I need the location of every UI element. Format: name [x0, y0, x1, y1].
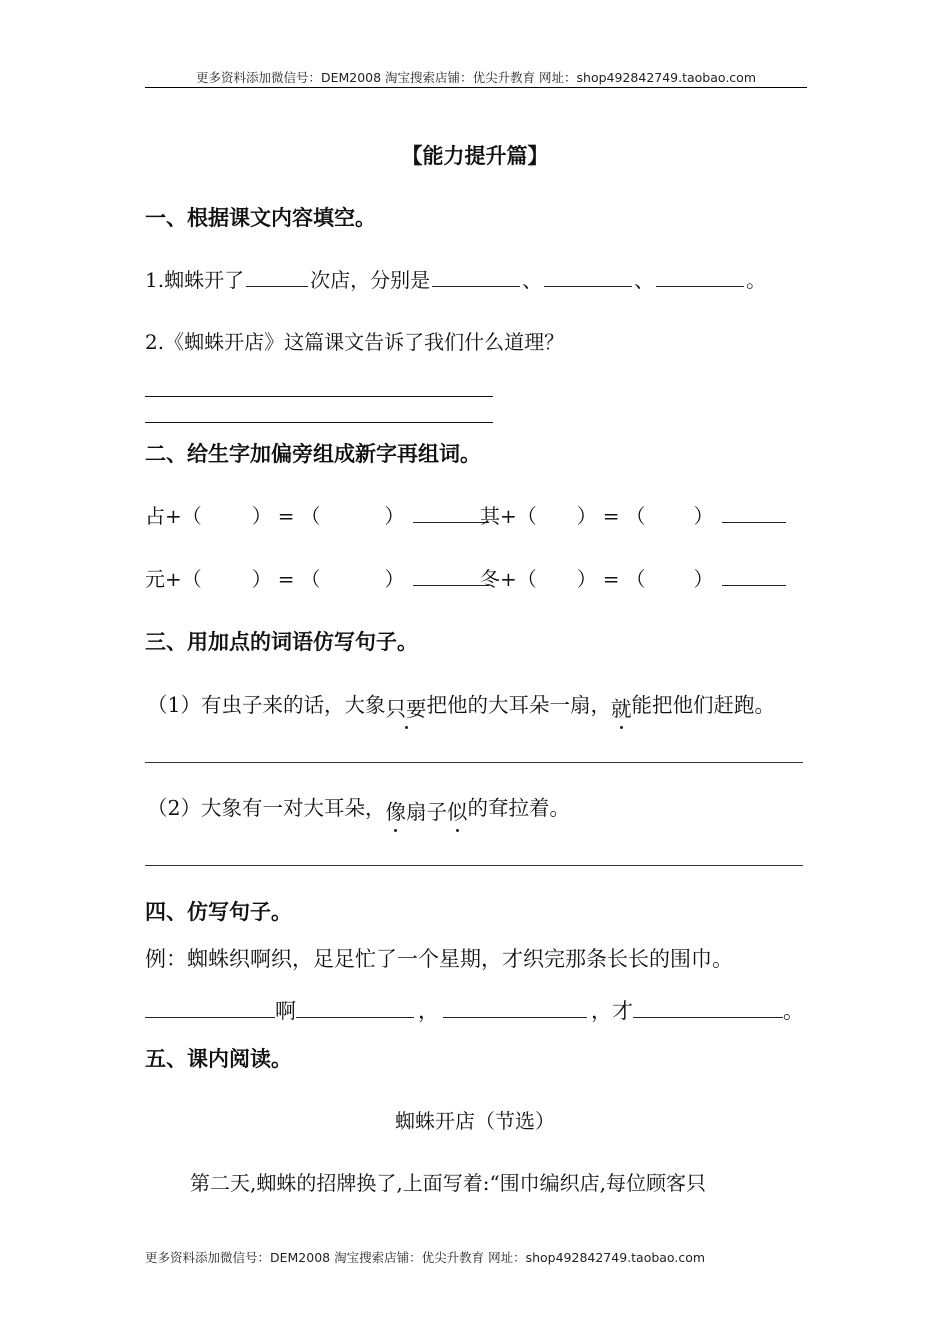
- radical-item: 占+（ ） = （ ）: [145, 500, 491, 529]
- blank-c[interactable]: [443, 1016, 587, 1018]
- sep-2: 、: [634, 268, 655, 292]
- radical-item: 其+（ ） = （ ）: [480, 500, 788, 529]
- imitation-sentence-1: （1）有虫子来的话，大象只要把他的大耳朵一扇，就能把他们赶跑。: [147, 693, 776, 721]
- blank-count[interactable]: [246, 285, 308, 287]
- section-4-heading: 四、仿写句子。: [145, 900, 292, 924]
- page-header: 更多资料添加微信号：DEM2008 淘宝搜索店铺：优尖升教育 网址：shop492842749.taobao.com: [195, 70, 757, 85]
- section-3-heading: 三、用加点的词语仿写句子。: [145, 630, 418, 654]
- word-blank[interactable]: [722, 584, 786, 586]
- section-1-heading: 一、根据课文内容填空。: [145, 206, 376, 230]
- blank-store-2[interactable]: [544, 285, 632, 287]
- page-title: 【能力提升篇】: [401, 144, 549, 168]
- passage-title: 蜘蛛开店（节选）: [395, 1109, 555, 1133]
- dotted-word: 只要: [386, 692, 427, 722]
- dotted-word: 似: [447, 795, 468, 825]
- blank-store-3[interactable]: [656, 285, 744, 287]
- section-2-heading: 二、给生字加偏旁组成新字再组词。: [145, 442, 481, 466]
- answer-line-3[interactable]: [145, 762, 803, 763]
- radical-char: 元+: [145, 567, 182, 591]
- answer-line-2[interactable]: [145, 422, 493, 423]
- radical-char: 占+: [145, 504, 182, 528]
- question-2: 2.《蜘蛛开店》这篇课文告诉了我们什么道理？: [145, 330, 565, 354]
- header-rule: [145, 87, 807, 88]
- passage-text: 第二天,蜘蛛的招牌换了,上面写着:“围巾编织店,每位顾客只: [190, 1171, 707, 1195]
- blank-b[interactable]: [296, 1016, 414, 1018]
- imitation-template: 啊 ， ，才 。: [145, 995, 804, 1025]
- word-blank[interactable]: [722, 521, 786, 523]
- answer-line-4[interactable]: [145, 865, 803, 866]
- answer-line-1[interactable]: [145, 396, 493, 397]
- sep-1: 、: [522, 268, 543, 292]
- blank-a[interactable]: [145, 1016, 275, 1018]
- question-1-mid: 次店，分别是: [310, 268, 431, 292]
- page-footer: 更多资料添加微信号：DEM2008 淘宝搜索店铺：优尖升教育 网址：shop492842749.taobao.com: [145, 1250, 706, 1265]
- imitation-sentence-2: （2）大象有一对大耳朵，像扇子似的耷拉着。: [147, 796, 571, 824]
- example-sentence: 例：蜘蛛织啊织，足足忙了一个星期，才织完那条长长的围巾。: [145, 947, 733, 971]
- radical-item: 冬+（ ） = （ ）: [480, 563, 788, 592]
- blank-store-1[interactable]: [432, 285, 520, 287]
- question-1: [145, 264, 766, 293]
- dotted-word: 像: [386, 795, 407, 825]
- question-1-end: 。: [746, 268, 767, 292]
- radical-char: 冬+: [480, 567, 517, 591]
- question-1-prefix: 1.蜘蛛开了: [145, 268, 245, 292]
- radical-item: 元+（ ） = （ ）: [145, 563, 491, 592]
- radical-char: 其+: [480, 504, 517, 528]
- blank-d[interactable]: [633, 1016, 783, 1018]
- word-blank[interactable]: [413, 521, 489, 523]
- word-blank[interactable]: [413, 584, 489, 586]
- section-5-heading: 五、课内阅读。: [145, 1047, 292, 1071]
- dotted-word: 就: [611, 692, 632, 722]
